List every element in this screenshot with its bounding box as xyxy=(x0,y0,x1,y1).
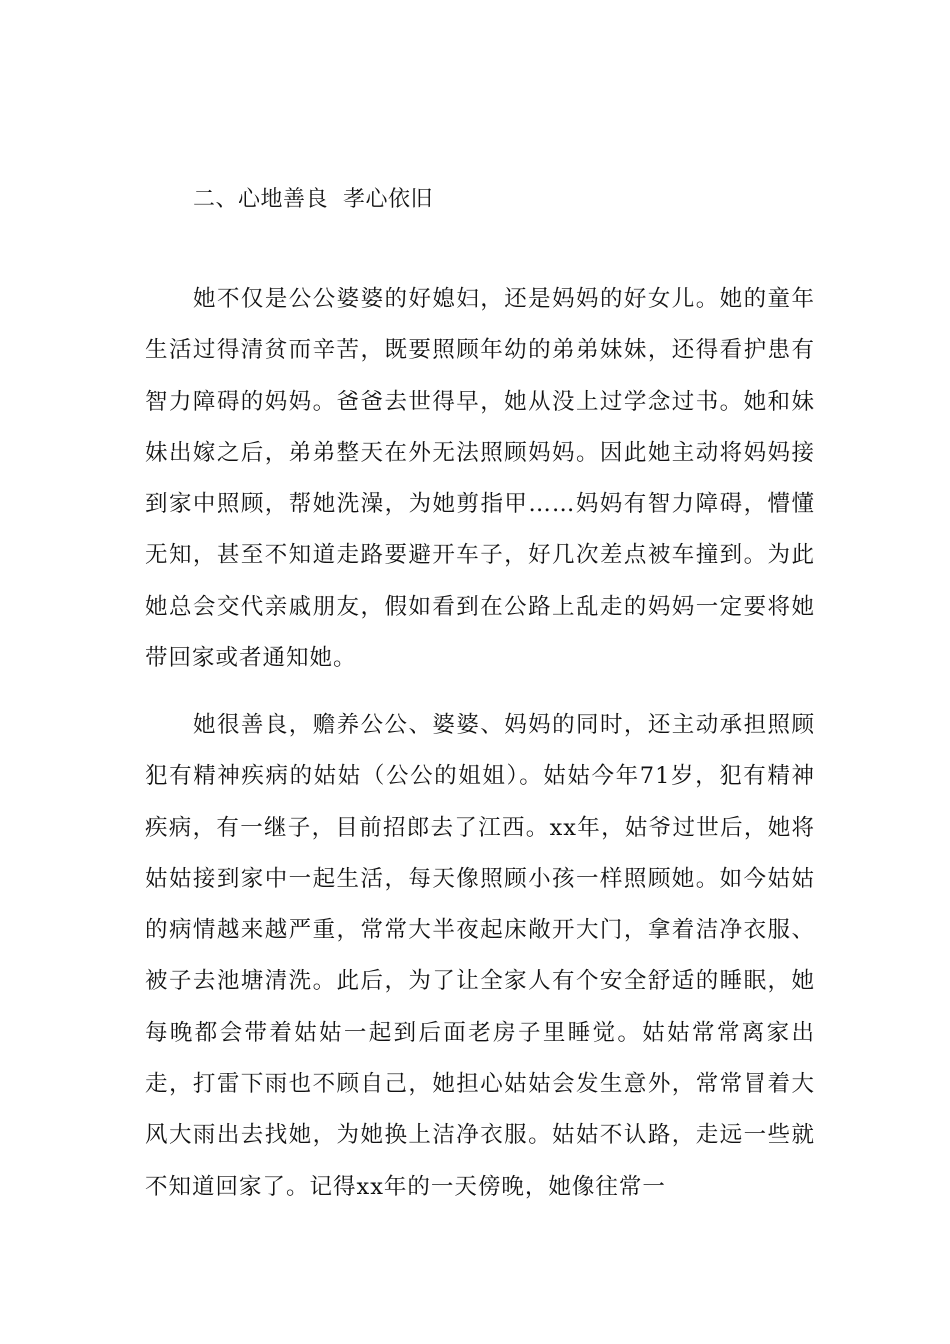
paragraph-1: 她不仅是公公婆婆的好媳妇，还是妈妈的好女儿。她的童年生活过得清贫而辛苦，既要照顾年幼的弟弟妹妹，还得看护患有智力障碍的妈妈。爸爸去世得早，她从没上过学念过书。她和妹妹出嫁之后，弟弟整天在外无法照顾妈妈。因此她主动将妈妈接到家中照顾，帮她洗澡，为她剪指甲……妈妈有智力障碍，懵懂无知，甚至不知道走路要避开车子，好几次差点被车撞到。为此她总会交代亲戚朋友，假如看到在公路上乱走的妈妈一定要将她带回家或者通知她。 xyxy=(145,286,815,672)
paragraph-2: 她很善良，赡养公公、婆婆、妈妈的同时，还主动承担照顾犯有精神疾病的姑姑（公公的姐姐）。姑姑今年71岁，犯有精神疾病，有一继子，目前招郎去了江西。xx年，姑爷过世后，她将姑姑接到家中一起生活，每天像照顾小孩一样照顾她。如今姑姑的病情越来越严重，常常大半夜起床敞开大门，拿着洁净衣服、被子去池塘清洗。此后，为了让全家人有个安全舒适的睡眠，她每晚都会带着姑姑一起到后面老房子里睡觉。姑姑常常离家出走，打雷下雨也不顾自己，她担心姑姑会发生意外，常常冒着大风大雨出去找她，为她换上洁净衣服。姑姑不认路，走远一些就不知道回家了。记得xx年的一天傍晚，她像往常一 xyxy=(145,712,815,1200)
section-heading: 二、心地善良 孝心依旧 xyxy=(193,187,433,212)
